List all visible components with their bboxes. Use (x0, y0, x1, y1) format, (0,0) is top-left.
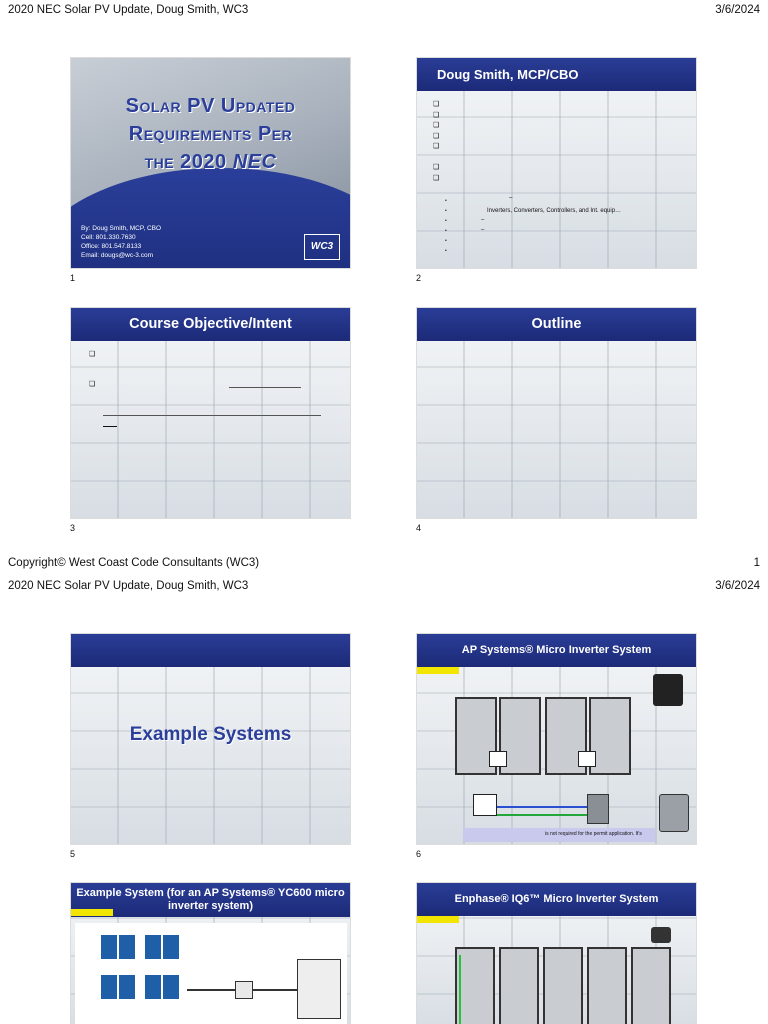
byline-office: Office: 801.547.8133 (81, 243, 142, 250)
note-box (463, 828, 655, 842)
accent-bar (71, 909, 113, 916)
slide-number: 6 (416, 849, 422, 859)
accent-bar (417, 916, 459, 923)
slide-title: Course Objective/Intent (71, 308, 350, 341)
micro-inverter (489, 751, 507, 767)
solar-panel (631, 947, 671, 1024)
title-nec: NEC (232, 151, 277, 173)
bullet: ❑ (89, 381, 96, 388)
ground-wire (459, 955, 461, 1024)
copyright: Copyright© West Coast Code Consultants (WC3) (8, 557, 260, 569)
header-title: 2020 NEC Solar PV Update, Doug Smith, WC3 (8, 580, 249, 592)
page-header (8, 580, 760, 592)
bullet: ❑ (89, 351, 96, 358)
page-footer (8, 557, 760, 569)
breaker-panel (587, 794, 609, 824)
solar-module-icon (119, 975, 135, 999)
slide-8 (416, 882, 697, 1024)
detail-line: Inverters, Converters, Controllers, and Int. equip… (487, 208, 622, 214)
slide-2 (416, 57, 697, 269)
solar-module-icon (101, 975, 117, 999)
slide-3 (70, 307, 351, 519)
wiring-diagram (75, 923, 347, 1024)
solar-module-icon (163, 935, 179, 959)
page-number: 1 (753, 557, 760, 569)
header-date: 3/6/2024 (715, 580, 760, 592)
sub-bullet-list: • • • • • • (445, 198, 447, 254)
slide-6 (416, 633, 697, 845)
disconnect-box (235, 981, 253, 999)
solar-module-icon (145, 935, 161, 959)
slide-number: 1 (70, 273, 76, 283)
dash-mark: – (509, 195, 513, 201)
inverter-device-icon (653, 674, 683, 706)
slide-4 (416, 307, 697, 519)
slide-number: 4 (416, 523, 422, 533)
underline (103, 415, 321, 416)
slide-bar (71, 634, 350, 667)
header-title: 2020 NEC Solar PV Update, Doug Smith, WC3 (8, 4, 249, 16)
note-text: is not required for the permit application. It's (545, 831, 642, 837)
slide-7 (70, 882, 351, 1024)
accent-bar (417, 667, 459, 674)
header-date: 3/6/2024 (715, 4, 760, 16)
dash-marks: – – (481, 217, 485, 233)
underline (103, 426, 117, 427)
page-header (8, 4, 760, 16)
byline-cell: Cell: 801.330.7630 (81, 234, 136, 241)
solar-panel (543, 947, 583, 1024)
wc3-logo: WC3 (304, 234, 340, 260)
byline-email: Email: dougs@wc-3.com (81, 252, 153, 259)
slide-1 (70, 57, 351, 269)
title-line-3-text: the 2020 (144, 151, 233, 173)
bullet-list: ❑ ❑ ❑ ❑ ❑ ❑ ❑ (433, 101, 440, 182)
title-line-1: Solar PV Updated (125, 95, 296, 117)
byline (81, 224, 161, 260)
junction-box (473, 794, 497, 816)
solar-module-icon (163, 975, 179, 999)
slide-title: Example System (for an AP Systems® YC600 micro inverter system) (71, 883, 350, 917)
solar-module-icon (101, 935, 117, 959)
solar-panel (455, 947, 495, 1024)
slide-number: 2 (416, 273, 422, 283)
title-line-2: Requirements Per (128, 123, 293, 145)
slide-5 (70, 633, 351, 845)
service-panel (297, 959, 341, 1019)
byline-by: By: Doug Smith, MCP, CBO (81, 225, 162, 232)
micro-inverter (578, 751, 596, 767)
solar-module-icon (119, 935, 135, 959)
slide-title: Doug Smith, MCP/CBO (417, 58, 696, 91)
utility-meter-icon (659, 794, 689, 832)
slide-number: 5 (70, 849, 76, 859)
slide-title: Example Systems (129, 724, 292, 745)
solar-module-icon (145, 975, 161, 999)
underline (229, 387, 301, 388)
solar-panel (587, 947, 627, 1024)
slide-title: Enphase® IQ6™ Micro Inverter System (417, 883, 696, 916)
slide-title: AP Systems® Micro Inverter System (417, 634, 696, 667)
title-line-3 (71, 148, 350, 176)
slide-title: Outline (417, 308, 696, 341)
micro-inverter-icon (651, 927, 671, 943)
solar-panel (499, 947, 539, 1024)
slide-number: 3 (70, 523, 76, 533)
